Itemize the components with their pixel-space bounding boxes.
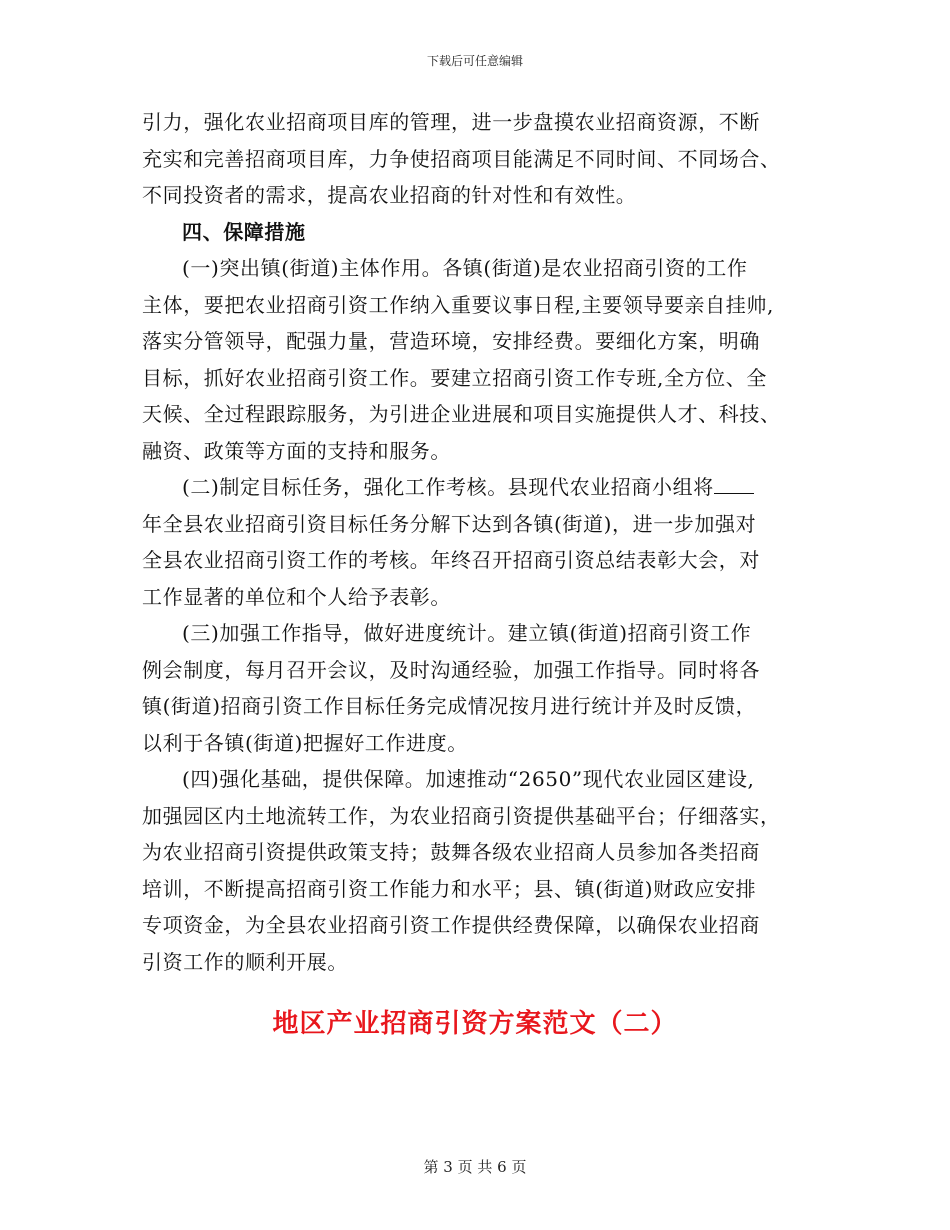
text-line: 目标，抓好农业招商引资工作。要建立招商引资工作专班,全方位、全 [142,365,767,390]
text-line: 落实分管领导，配强力量，营造环境，安排经费。要细化方案，明确 [142,329,760,353]
text-line: 主体，要把农业招商引资工作纳入重要议事日程,主要领导要亲自挂帅, [142,292,774,317]
text-line: 工作显著的单位和个人给予表彰。 [142,584,451,609]
text-line: (三)加强工作指导，做好进度统计。建立镇(街道)招商引资工作 [182,621,752,645]
text-line: 例会制度，每月召开会议，及时沟通经验，加强工作指导。同时将各 [142,657,760,682]
section-heading: 四、保障措施 [182,219,306,244]
document-body [142,104,812,980]
page-header: 下载后可任意编辑 [426,54,523,68]
text-line: 引资工作的顺利开展。 [142,949,348,974]
text-line: 融资、政策等方面的支持和服务。 [142,438,451,463]
text-line: 充实和完善招商项目库，力争使招商项目能满足不同时间、不同场合、 [142,146,781,171]
text-line: 加强园区内土地流转工作，为农业招商引资提供基础平台；仔细落实， [142,803,781,828]
text-line: 专项资金，为全县农业招商引资工作提供经费保障，以确保农业招商 [142,913,760,937]
text-line: 镇(街道)招商引资工作目标任务完成情况按月进行统计并及时反馈， [142,694,757,718]
fill-in-blank [714,473,754,494]
text-line: 全县农业招商引资工作的考核。年终召开招商引资总结表彰大会，对 [142,548,760,572]
text-line: (四)强化基础，提供保障。加速推动“2650”现代农业园区建设, [182,767,755,791]
page-footer: 第 3 页 共 6 页 [423,1158,527,1176]
text-line: 培训，不断提高招商引资工作能力和水平；县、镇(街道)财政应安排 [142,876,757,901]
text-span: (二)制定目标任务，强化工作考核。县现代农业招商小组将 [182,475,714,499]
text-line: 以利于各镇(街道)把握好工作进度。 [142,730,468,755]
text-line: 为农业招商引资提供政策支持；鼓舞各级农业招商人员参加各类招商 [142,840,760,864]
text-line: 年全县农业招商引资目标任务分解下达到各镇(街道)，进一步加强对 [142,511,757,536]
text-line: 天候、全过程跟踪服务，为引进企业进展和项目实施提供人才、科技、 [142,402,781,426]
text-line: 引力，强化农业招商项目库的管理，进一步盘摸农业招商资源，不断 [142,110,760,134]
text-line: (一)突出镇(街道)主体作用。各镇(街道)是农业招商引资的工作 [182,256,748,280]
text-line [142,469,812,506]
section-title: 地区产业招商引资方案范文（二） [272,1009,678,1039]
text-line: 不同投资者的需求，提高农业招商的针对性和有效性。 [142,183,637,207]
